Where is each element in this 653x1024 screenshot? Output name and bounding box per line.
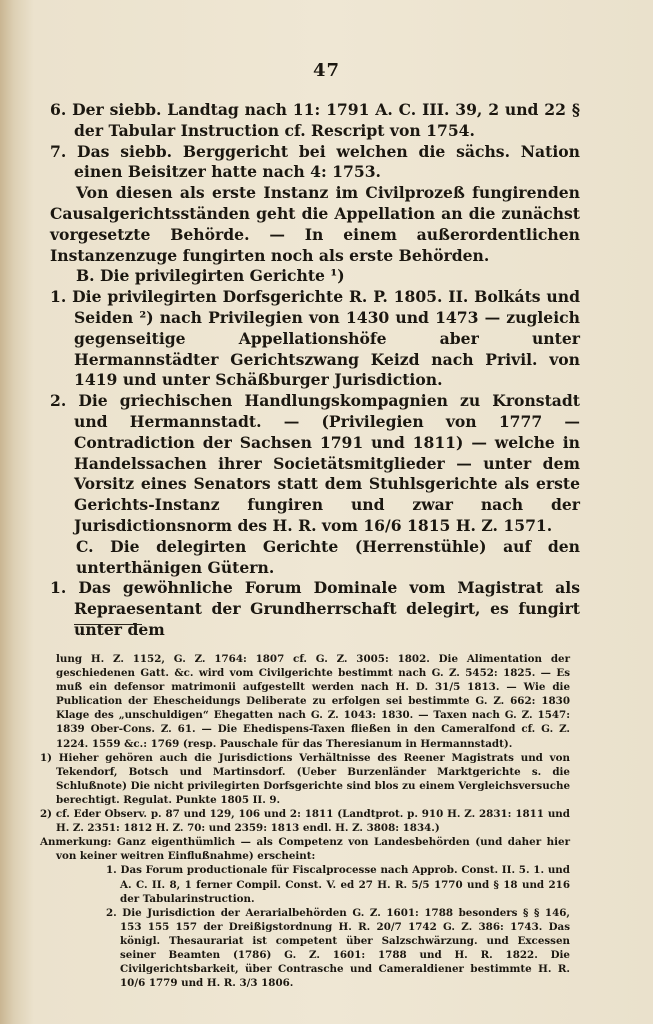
list-item-b1: 1. Die privilegirten Dorfsgerichte R. P. 1805. II. Bolkáts und Seiden ²) nach Privilegien von 1430 und 1473 — zugleich gegenseitige Appellationshöfe aber unter Hermannstädter Gerichtszwang Keizd nach Privil. von 1419 und unter Schäßburger Jurisdiction. <box>50 287 580 390</box>
footnote-remark-1: 1. Das Forum productionale für Fiscalprocesse nach Approb. Const. II. 5. 1. und A. C. II. 8, 1 ferner Compil. Const. V. ed 27 H. R. 5/5 1770 und § 18 und 216 der Tabularinstruction. <box>106 864 570 905</box>
footnote-divider <box>74 624 142 625</box>
paragraph-appellation: Von diesen als erste Instanz im Civilprozeß fungirenden Causalgerichtsständen geht die Appellation an die zunächst vorgesetzte Behörde. — In einem außerordentlichen Instanzenzuge fungirten noch als erste Behörden. <box>50 183 580 265</box>
list-item-b2: 2. Die griechischen Handlungskompagnien zu Kronstadt und Hermannstadt. — (Privilegien von 1777 — Contradiction der Sachsen 1791 und 1811) — welche in Handelssachen ihrer Societätsmitglieder — unter dem Vorsitz eines Senators statt dem Stuhlsgerichte als erste Gerichts-Instanz fungiren und zwar nach der Jurisdictionsnorm des H. R. vom 16/6 1815 H. Z. 1571. <box>50 391 580 535</box>
list-item-c1: 1. Das gewöhnliche Forum Dominale vom Magistrat als Repraesentant der Grundherrschaft delegirt, es fungirt unter dem <box>50 578 580 639</box>
page-number: 47 <box>312 60 341 81</box>
section-heading-c: C. Die delegirten Gerichte (Herrenstühle) auf den unterthänigen Gütern. <box>76 536 580 577</box>
footnotes <box>40 652 570 990</box>
list-item-6: 6. Der siebb. Landtag nach 11: 1791 A. C. III. 39, 2 und 22 § der Tabular Instruction cf. Rescript von 1754. <box>50 100 580 140</box>
footnote-2: 2) cf. Eder Observ. p. 87 und 129, 106 und 2: 1811 (Landtprot. p. 910 H. Z. 2831: 1811 und H. Z. 2351: 1812 H. Z. 70: und 2359: 1813 endl. H. Z. 3808: 1834.) <box>40 808 570 835</box>
main-text <box>50 100 580 641</box>
footnote-remark: Anmerkung: Ganz eigenthümlich — als Competenz von Landesbehörden (und daher hier von keiner weitren Einflußnahme) erscheint: <box>40 836 570 863</box>
footnote-continuation: lung H. Z. 1152, G. Z. 1764: 1807 cf. G. Z. 3005: 1802. Die Alimentation der geschiedenen Gatt. &c. wird vom Civilgerichte bestimmt nach G. Z. 5452: 1825. — Es muß ein defensor matrimonii aufgestellt werden nach H. D. 31/5 1813. — Wie die Publication der Ehescheidungs Deliberate zu erfolgen sei bestimmte G. Z. 662: 1830 Klage des „unschuldigen“ Ehegatten nach G. Z. 1043: 1830. — Taxen nach G. Z. 1547: 1839 Ober-Cons. Z. 61. — Die Ehedispens-Taxen fließen in den Cameralfond cf. G. Z. 1224. 1559 &c.: 1769 (resp. Pauschale für das Theresianum in Hermannstadt). <box>56 653 570 750</box>
list-item-7: 7. Das siebb. Berggericht bei welchen die sächs. Nation einen Beisitzer hatte nach 4: 1753. <box>50 141 580 182</box>
footnote-1: 1) Hieher gehören auch die Jurisdictions Verhältnisse des Reener Magistrats und von Tekendorf, Botsch und Martinsdorf. (Ueber Burzenländer Marktgerichte s. die Schlußnote) Die nicht privilegirten Dorfsgerichte sind blos zu einem Vergleichsversuche berechtigt. Regulat. Punkte 1805 II. 9. <box>40 751 570 806</box>
section-heading-b: B. Die privilegirten Gerichte ¹) <box>76 266 345 286</box>
footnote-remark-2: 2. Die Jurisdiction der Aerarialbehörden G. Z. 1601: 1788 besonders § § 146, 153 155 157 der Dreißigstordnung H. R. 20/7 1742 G. Z. 386: 1743. Das königl. Thesaurariat ist competent über Salzschwärzung. und Excessen seiner Beamten (1786) G. Z. 1601: 1788 und H. R. 1822. Die Civilgerichtsbarkeit, über Contrasche und Cameraldiener bestimmte H. R. 10/6 1779 und H. R. 3/3 1806. <box>106 906 570 990</box>
